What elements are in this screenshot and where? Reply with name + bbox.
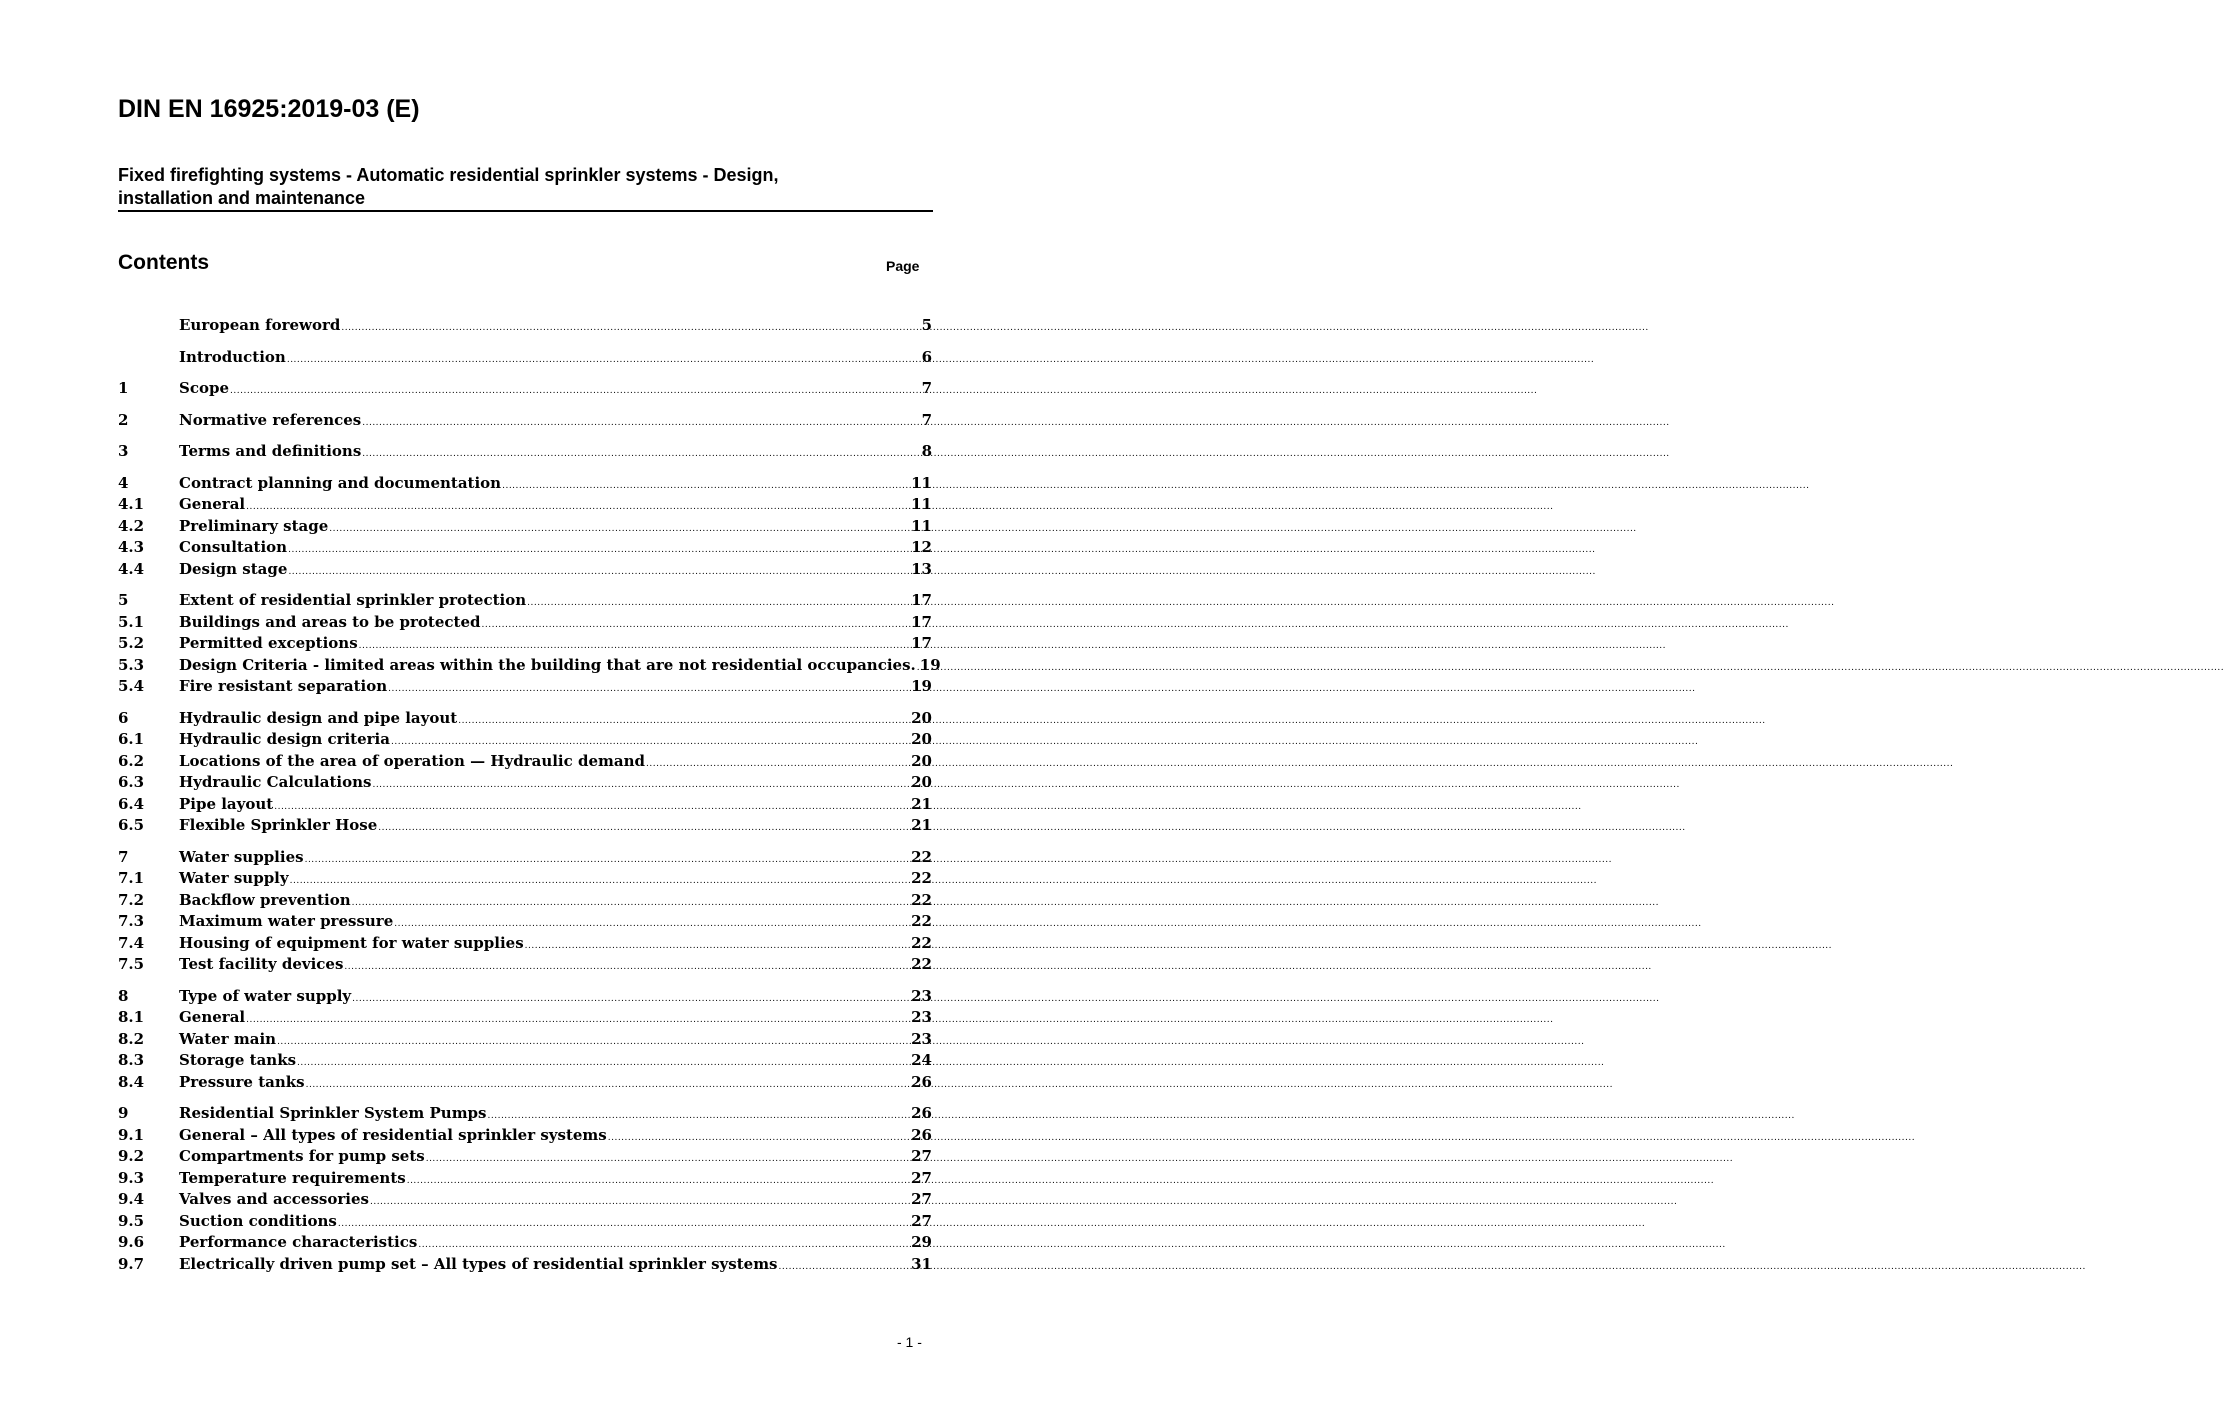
toc-entry-page: 27 — [911, 1190, 932, 1208]
toc-entry-number: 4.2 — [118, 516, 145, 535]
toc-entry-number: 6.1 — [118, 730, 145, 748]
toc-entry[interactable] — [118, 378, 932, 400]
toc-entry-page: 22 — [911, 955, 932, 973]
table-of-contents — [118, 315, 941, 1275]
toc-entry-page: 29 — [911, 1233, 932, 1251]
toc-entry-number: 5 — [118, 591, 129, 609]
toc-entry-title: Buildings and areas to be protected — [179, 612, 481, 631]
toc-entry-page: 27 — [911, 1147, 932, 1165]
toc-entry-number: 6 — [118, 708, 129, 727]
toc-entry-title: Design stage — [179, 559, 288, 578]
toc-entry-title: Design Criteria - limited areas within the building that are not residential occupancies. — [179, 655, 916, 674]
toc-entry-page: 22 — [911, 869, 932, 887]
toc-entry-title: Fire resistant separation — [179, 677, 388, 695]
toc-entry-page: 26 — [911, 1125, 932, 1144]
toc-entry-number: 8.4 — [118, 1072, 145, 1091]
toc-entry-number: 8.1 — [118, 1008, 145, 1026]
toc-entry-number: 9.7 — [118, 1254, 145, 1273]
toc-entry-number: 1 — [118, 379, 129, 397]
toc-entry-page: 23 — [911, 1029, 932, 1048]
toc-entry-page: 19 — [911, 677, 932, 695]
dot-leader — [246, 497, 910, 519]
toc-entry-number: 5.2 — [118, 634, 145, 652]
toc-entry[interactable] — [118, 559, 932, 581]
toc-entry-number: 5.3 — [118, 655, 145, 674]
toc-entry-title: Extent of residential sprinkler protection — [179, 591, 527, 609]
toc-entry[interactable] — [118, 655, 941, 677]
toc-entry-page: 7 — [921, 410, 932, 429]
toc-entry-number: 6.3 — [118, 773, 145, 791]
dot-leader — [426, 1149, 910, 1171]
toc-entry-page: 20 — [911, 708, 932, 727]
toc-entry-page: 22 — [911, 912, 932, 930]
toc-entry-number: 8 — [118, 986, 129, 1005]
toc-entry-page: 22 — [911, 847, 932, 866]
toc-entry-title: Electrically driven pump set – All types of residential sprinkler systems — [179, 1254, 778, 1273]
toc-entry[interactable] — [118, 933, 932, 955]
dot-leader — [338, 1214, 910, 1236]
toc-entry-title: Water main — [179, 1029, 277, 1048]
toc-entry[interactable] — [118, 590, 932, 612]
toc-entry[interactable] — [118, 751, 932, 773]
toc-entry-page: 23 — [911, 986, 932, 1005]
toc-entry-title: Residential Sprinkler System Pumps — [179, 1104, 487, 1122]
dot-leader — [525, 936, 910, 958]
dot-leader — [277, 1032, 910, 1054]
toc-entry-number: 9.3 — [118, 1168, 145, 1187]
dot-leader — [290, 871, 911, 893]
dot-leader — [344, 957, 910, 979]
toc-entry[interactable] — [118, 815, 932, 837]
dot-leader — [329, 519, 910, 541]
toc-entry-number: 8.2 — [118, 1029, 145, 1048]
dot-leader — [378, 818, 910, 840]
toc-entry-title: Permitted exceptions — [179, 634, 358, 652]
toc-entry-title: Housing of equipment for water supplies — [179, 933, 524, 952]
toc-entry[interactable] — [118, 986, 932, 1008]
dot-leader — [458, 711, 910, 733]
page-number: - 1 - — [897, 1334, 922, 1350]
toc-entry-number: 4.3 — [118, 538, 145, 556]
toc-entry-title: Compartments for pump sets — [179, 1147, 425, 1165]
toc-entry-number: 9 — [118, 1104, 129, 1122]
toc-entry-page: 23 — [911, 1008, 932, 1026]
toc-entry-title: Normative references — [179, 410, 362, 429]
toc-entry[interactable] — [118, 516, 932, 538]
toc-entry-page: 5 — [921, 316, 932, 334]
toc-entry-title: Valves and accessories — [179, 1190, 369, 1208]
toc-entry-title: Temperature requirements — [179, 1168, 406, 1187]
dot-leader — [288, 562, 910, 584]
toc-entry-page: 13 — [911, 559, 932, 578]
toc-entry[interactable] — [118, 1168, 932, 1190]
dot-leader — [362, 413, 920, 435]
dot-leader — [407, 1171, 910, 1193]
toc-entry-number: 7.1 — [118, 869, 145, 887]
toc-entry[interactable] — [118, 1029, 932, 1051]
toc-entry-page: 8 — [921, 442, 932, 460]
toc-entry-title: Water supply — [179, 869, 289, 887]
dot-leader — [306, 1075, 911, 1097]
toc-entry[interactable] — [118, 868, 932, 890]
toc-entry[interactable] — [118, 772, 932, 794]
header-divider — [118, 210, 933, 212]
toc-entry-page: 17 — [911, 634, 932, 652]
toc-entry[interactable] — [118, 1103, 932, 1125]
toc-entry-number: 6.2 — [118, 751, 145, 770]
toc-entry-number: 6.5 — [118, 816, 145, 834]
toc-entry-title: Scope — [179, 379, 230, 397]
toc-entry-title: Backflow prevention — [179, 890, 351, 909]
toc-entry-page: 17 — [911, 612, 932, 631]
toc-entry-page: 6 — [921, 347, 932, 366]
toc-entry-title: Flexible Sprinkler Hose — [179, 816, 378, 834]
toc-entry-number: 4.1 — [118, 495, 145, 513]
toc-entry-title: Storage tanks — [179, 1051, 297, 1069]
toc-entry-title: Type of water supply — [179, 986, 352, 1005]
dot-leader — [352, 893, 911, 915]
toc-entry[interactable] — [118, 676, 932, 698]
toc-entry-title: European foreword — [179, 316, 341, 334]
toc-entry-title: Preliminary stage — [179, 516, 329, 535]
toc-entry-number: 9.6 — [118, 1233, 145, 1251]
toc-entry-title: General – All types of residential sprinkler systems — [179, 1125, 607, 1144]
toc-entry-number: 9.1 — [118, 1125, 145, 1144]
dot-leader — [779, 1257, 911, 1279]
toc-entry-number: 7.2 — [118, 890, 145, 909]
toc-entry[interactable] — [118, 1125, 932, 1147]
contents-heading: Contents — [118, 251, 209, 274]
toc-entry-title: Water supplies — [179, 847, 304, 866]
dot-leader — [230, 381, 921, 403]
toc-entry-number: 5.1 — [118, 612, 145, 631]
toc-entry-title: Pipe layout — [179, 794, 274, 813]
toc-entry[interactable] — [118, 911, 932, 933]
document-title: DIN EN 16925:2019-03 (E) — [118, 95, 420, 123]
toc-entry[interactable] — [118, 794, 932, 816]
toc-entry-title: General — [179, 495, 246, 513]
dot-leader — [482, 615, 911, 637]
toc-entry-page: 7 — [921, 379, 932, 397]
dot-leader — [646, 754, 910, 776]
toc-entry-page: 24 — [911, 1051, 932, 1069]
toc-entry-page: 17 — [911, 591, 932, 609]
toc-entry-page: 22 — [911, 890, 932, 909]
toc-entry-title: Hydraulic design criteria — [179, 730, 390, 748]
toc-entry-page: 20 — [911, 730, 932, 748]
dot-leader — [297, 1053, 910, 1075]
toc-entry-number: 9.5 — [118, 1211, 145, 1230]
toc-entry[interactable] — [118, 954, 932, 976]
toc-entry[interactable] — [118, 1007, 932, 1029]
toc-entry-page: 19 — [919, 655, 941, 674]
toc-entry-page: 20 — [911, 773, 932, 791]
toc-entry[interactable] — [118, 315, 932, 337]
toc-entry-number: 6.4 — [118, 794, 145, 813]
toc-entry-page: 26 — [911, 1072, 932, 1091]
dot-leader — [388, 679, 910, 701]
toc-entry-number: 3 — [118, 442, 129, 460]
toc-entry-number: 9.2 — [118, 1147, 145, 1165]
toc-entry[interactable] — [118, 1072, 932, 1094]
toc-entry-title: Suction conditions — [179, 1211, 337, 1230]
document-subtitle: Fixed firefighting systems - Automatic residential sprinkler systems - Design, installation and maintenance — [118, 165, 779, 208]
toc-entry-title: Consultation — [179, 538, 288, 556]
toc-entry-number: 8.3 — [118, 1051, 145, 1069]
toc-entry-number: 5.4 — [118, 677, 145, 695]
dot-leader — [352, 989, 910, 1011]
toc-entry-number: 9.4 — [118, 1190, 145, 1208]
toc-entry[interactable] — [118, 847, 932, 869]
toc-entry-page: 11 — [911, 516, 932, 535]
toc-entry-page: 27 — [911, 1211, 932, 1230]
toc-entry-number: 7.3 — [118, 912, 145, 930]
dot-leader — [372, 775, 910, 797]
dot-leader — [370, 1192, 910, 1214]
toc-entry-title: Hydraulic Calculations — [179, 773, 372, 791]
toc-entry-title: Contract planning and documentation — [179, 473, 502, 492]
toc-entry-title: Introduction — [179, 347, 286, 366]
toc-entry-title: General — [179, 1008, 246, 1026]
dot-leader — [246, 1010, 910, 1032]
toc-entry[interactable] — [118, 1232, 932, 1254]
toc-entry-title: Terms and definitions — [179, 442, 362, 460]
toc-entry[interactable] — [118, 441, 932, 463]
toc-entry-page: 21 — [911, 816, 932, 834]
toc-entry[interactable] — [118, 1211, 932, 1233]
toc-entry-title: Test facility devices — [179, 955, 344, 973]
toc-entry-page: 21 — [911, 794, 932, 813]
toc-entry[interactable] — [118, 1050, 932, 1072]
toc-entry-page: 11 — [911, 473, 932, 492]
page-column-label: Page — [886, 258, 920, 274]
dot-leader — [527, 593, 910, 615]
toc-entry[interactable] — [118, 494, 932, 516]
toc-entry-number: 4.4 — [118, 559, 145, 578]
dot-leader — [362, 444, 920, 466]
dot-leader — [288, 540, 910, 562]
toc-entry[interactable] — [118, 633, 932, 655]
toc-entry-number: 7.5 — [118, 955, 145, 973]
toc-entry-page: 12 — [911, 538, 932, 556]
dot-leader — [502, 476, 910, 498]
toc-entry-number: 2 — [118, 410, 129, 429]
dot-leader — [608, 1128, 910, 1150]
toc-entry[interactable] — [118, 708, 932, 730]
toc-entry-title: Maximum water pressure — [179, 912, 394, 930]
toc-entry-number: 7.4 — [118, 933, 145, 952]
toc-entry-page: 11 — [911, 495, 932, 513]
toc-entry[interactable] — [118, 729, 932, 751]
toc-entry-title: Hydraulic design and pipe layout — [179, 708, 458, 727]
toc-entry[interactable] — [118, 410, 932, 432]
toc-entry[interactable] — [118, 890, 932, 912]
dot-leader — [287, 350, 921, 372]
toc-entry-number: 4 — [118, 473, 129, 492]
toc-entry[interactable] — [118, 612, 932, 634]
toc-entry[interactable] — [118, 1189, 932, 1211]
dot-leader — [341, 318, 920, 340]
toc-entry-page: 20 — [911, 751, 932, 770]
toc-entry-title: Pressure tanks — [179, 1072, 305, 1091]
toc-entry-page: 27 — [911, 1168, 932, 1187]
toc-entry-page: 26 — [911, 1104, 932, 1122]
toc-entry[interactable] — [118, 537, 932, 559]
toc-entry-page: 31 — [911, 1254, 932, 1273]
toc-entry[interactable] — [118, 1146, 932, 1168]
toc-entry[interactable] — [118, 473, 932, 495]
dot-leader — [305, 850, 911, 872]
toc-entry-title: Locations of the area of operation — Hydraulic demand — [179, 751, 645, 770]
toc-entry[interactable] — [118, 1254, 932, 1276]
toc-entry[interactable] — [118, 347, 932, 369]
toc-entry-page: 22 — [911, 933, 932, 952]
toc-entry-title: Performance characteristics — [179, 1233, 418, 1251]
toc-entry-number: 7 — [118, 847, 129, 866]
